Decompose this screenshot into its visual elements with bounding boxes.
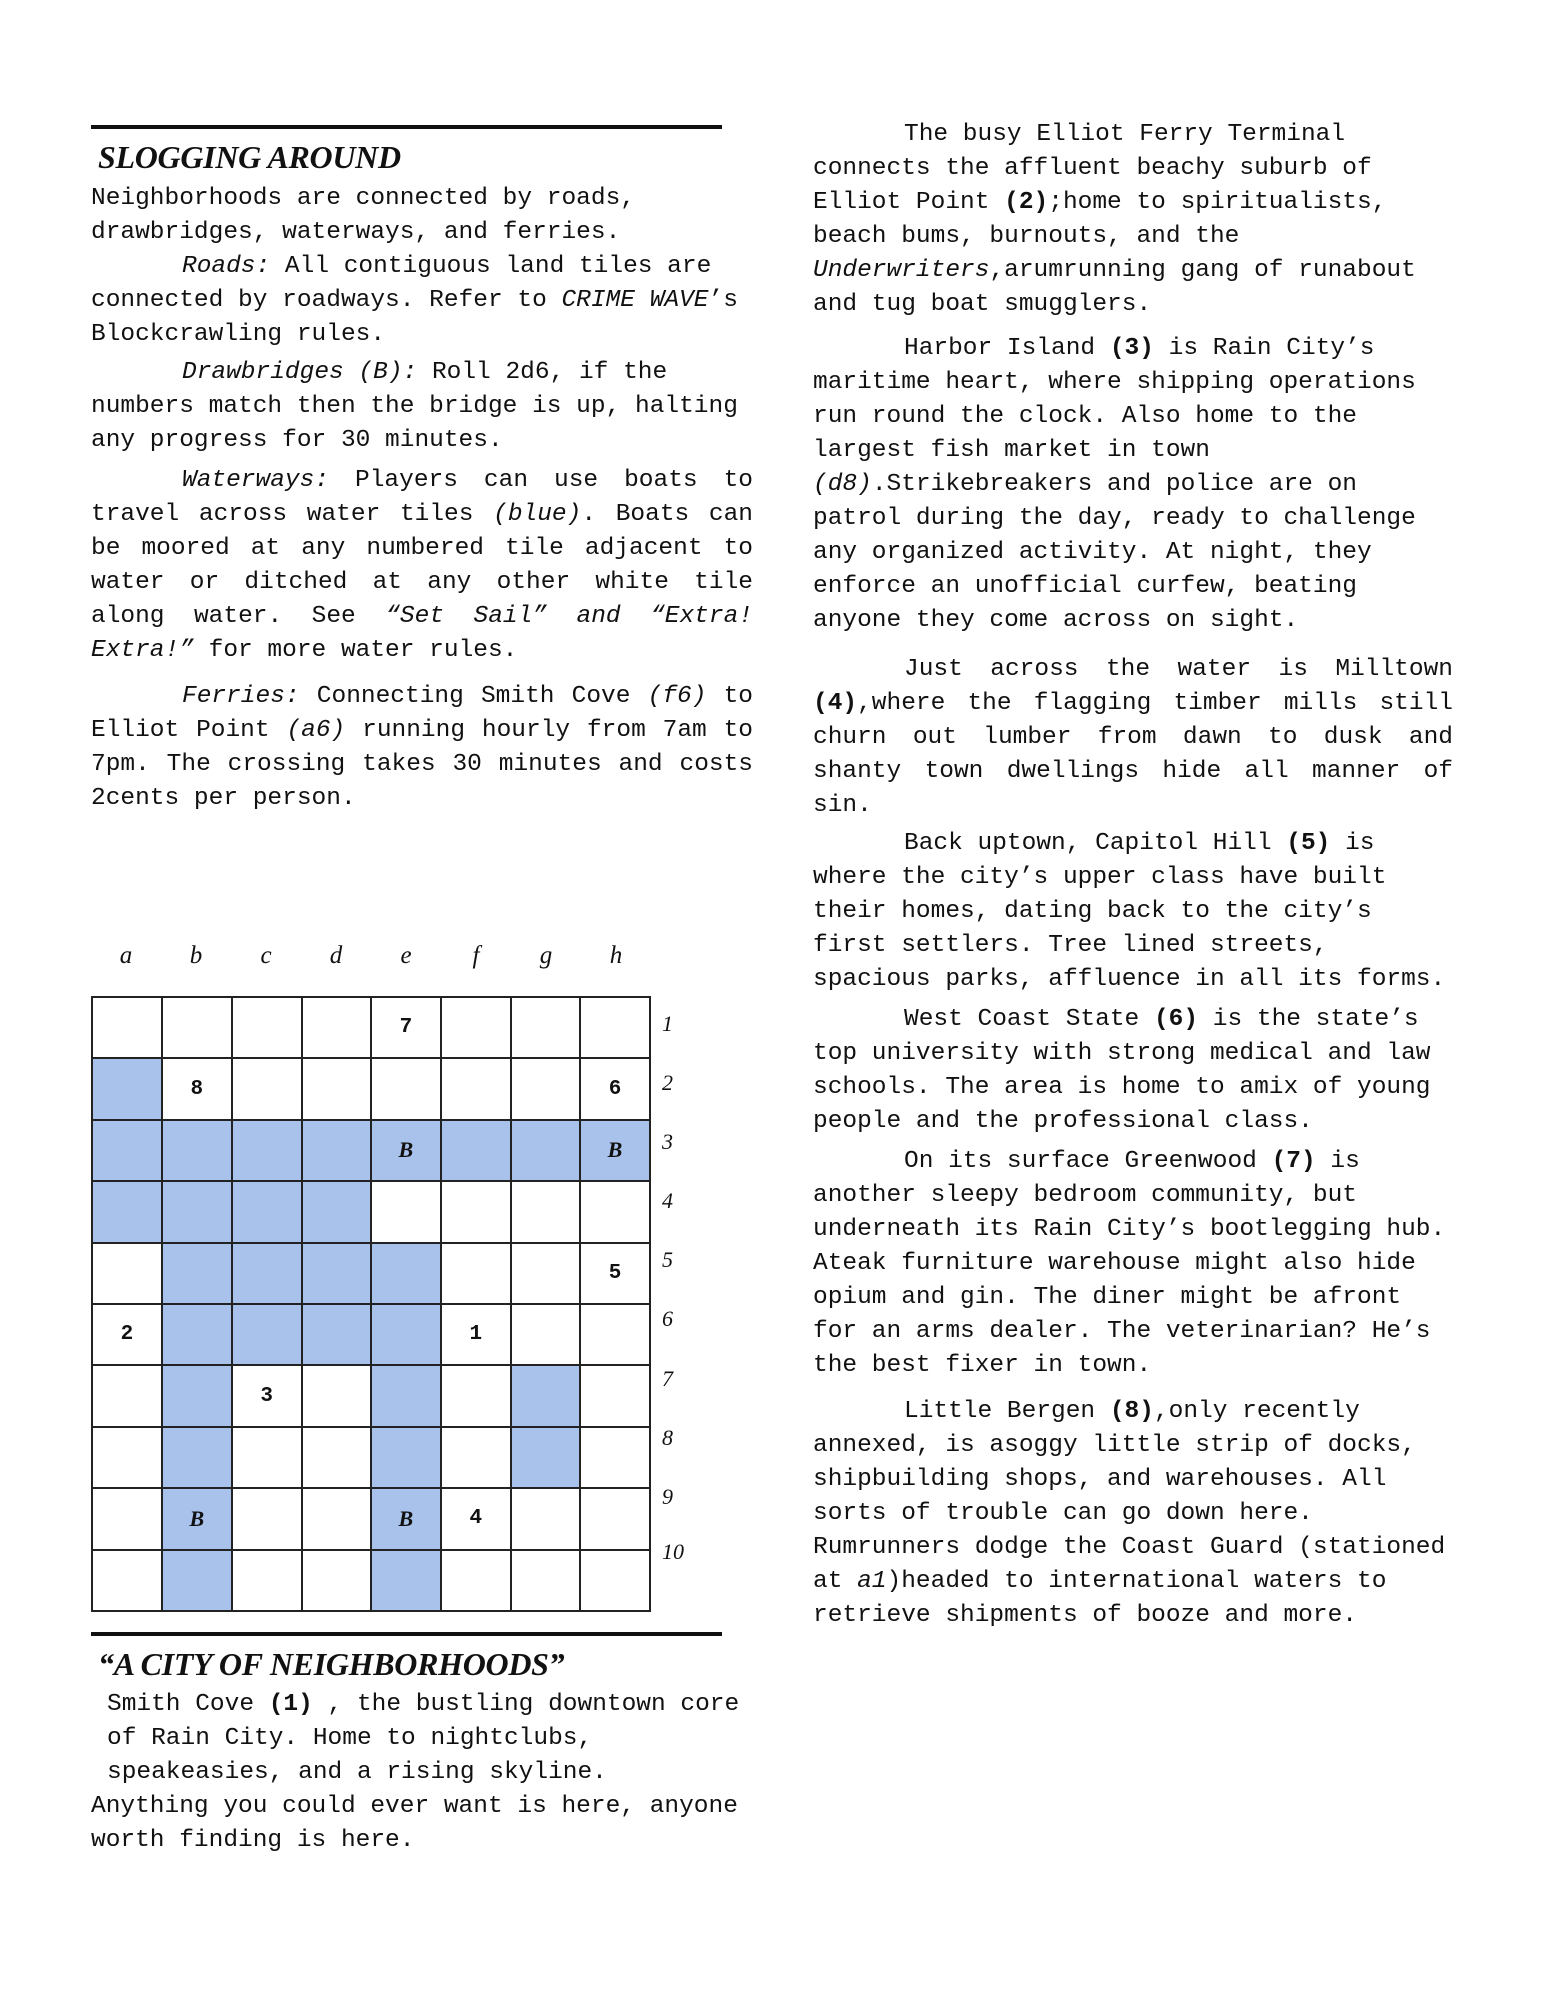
elliot-text-2: ;home to spiritualists, beach bums, burnouts, and the [813,189,1387,250]
neighborhood-tile: 2 [92,1304,162,1365]
row-label: 6 [662,1306,673,1331]
land-tile [92,1488,162,1549]
land-tile [92,1243,162,1304]
land-tile [511,1488,580,1549]
capitol-text: Back uptown, Capitol Hill [904,830,1287,857]
neighborhood-tile: 5 [580,1243,650,1304]
land-tile [302,1488,371,1549]
water-tile [441,1120,511,1181]
water-tile [511,1120,580,1181]
land-tile [441,1058,511,1119]
a1-ref: a1 [857,1568,887,1595]
bergen-text-2: ,only recently annexed, is asoggy little strip of docks, shipbuilding shops, and warehouses. All sorts of trouble can go down here. Rumrunners dodge the Coast Guard (stationed at [813,1398,1446,1595]
water-tile [371,1243,441,1304]
water-tile [371,1427,441,1488]
water-tile [162,1120,232,1181]
land-tile [580,1427,650,1488]
water-tile [232,1120,302,1181]
blue-note: (blue) [493,501,582,528]
column-label: g [539,942,553,969]
water-tile [162,1304,232,1365]
set-sail-ref: “Set Sail” [385,603,548,630]
ferries-text-2: to Elliot Point [91,683,754,744]
land-tile [441,1427,511,1488]
land-tile [92,997,162,1058]
smith-cove-text: Smith Cove [107,1691,269,1718]
water-tile [232,1304,302,1365]
bergen-text-3: )headed to international waters to retrieve shipments of booze and more. [813,1568,1387,1629]
land-tile [92,1550,162,1611]
drawbridge-tile: B [371,1120,441,1181]
water-tile [92,1120,162,1181]
land-tile [580,1181,650,1242]
waterways-label: Waterways: [182,467,330,494]
map-row [92,1304,650,1365]
harbor-island-paragraph [813,332,1453,638]
capitol-text-2: is where the city’s upper class have built their homes, dating back to the city’s first settlers. Tree lined streets, spacious parks, affluence in all its forms. [813,830,1446,993]
water-tile [371,1365,441,1426]
land-tile [302,1058,371,1119]
wcs-text: West Coast State [904,1006,1154,1033]
and-word: and [547,603,651,630]
number-5: (5) [1286,830,1331,857]
land-tile [511,1243,580,1304]
map-row-labels [662,996,702,1590]
milltown-paragraph [813,653,1453,823]
water-tile [232,1181,302,1242]
capitol-hill-paragraph [813,827,1453,997]
section-rule-top [91,125,722,129]
drawbridge-tile: B [162,1488,232,1549]
water-tile [162,1427,232,1488]
map-row [92,1550,650,1611]
harbor-text: Harbor Island [904,335,1110,362]
roads-paragraph [91,250,753,352]
slogging-text [91,182,753,816]
land-tile [580,1488,650,1549]
drawbridge-tile: B [580,1120,650,1181]
land-tile [232,1550,302,1611]
land-tile [580,1365,650,1426]
elliot-text-3: ,arumrunning gang of runabout and tug boat smugglers. [813,257,1416,318]
row-label: 4 [662,1188,673,1213]
drawbridges-label: Drawbridges (B): [182,359,418,386]
d8-ref: (d8) [813,471,872,498]
number-4: (4) [813,690,858,717]
land-tile [232,997,302,1058]
row-label: 8 [662,1425,673,1450]
neighborhood-tile: 1 [441,1304,511,1365]
column-label: f [472,942,480,969]
land-tile [580,1304,650,1365]
section-heading-neighborhoods: “A CITY OF NEIGHBORHOODS” [98,1646,565,1682]
water-tile [302,1181,371,1242]
neighborhood-tile: 4 [441,1488,511,1549]
number-6: (6) [1153,1006,1199,1033]
land-tile [371,1181,441,1242]
f6-ref: (f6) [647,683,707,710]
milltown-text: Just across the water is Milltown [904,656,1453,683]
column-label: a [119,942,133,969]
land-tile [371,1058,441,1119]
ferries-label: Ferries: [182,683,300,710]
land-tile [441,1181,511,1242]
smith-cove-text-2: , the bustling downtown core of Rain City. Home to nightclubs, speakeasies, and a rising skyline. [107,1691,740,1786]
column-label: e [400,942,412,969]
row-label: 1 [662,1011,673,1036]
ferries-text: Connecting Smith Cove [299,683,648,710]
land-tile [302,1550,371,1611]
wcs-text-2: is the state’s top university with strong medical and law schools. The area is home to amix of young people and the professional class. [813,1006,1431,1135]
land-tile [232,1427,302,1488]
land-tile [232,1058,302,1119]
roads-label: Roads: [182,253,271,280]
land-tile [511,1550,580,1611]
city-map-grid [91,996,651,1612]
land-tile [441,1365,511,1426]
drawbridges-text: Roll 2d6, if the numbers match then the bridge is up, halting any progress for 30 minutes. [91,359,738,454]
water-tile [162,1365,232,1426]
drawbridges-paragraph [91,356,753,458]
underwriters: Underwriters [813,257,990,284]
water-tile [511,1365,580,1426]
section-rule-bottom [91,1632,722,1636]
number-2: (2) [1004,189,1049,216]
row-label: 9 [662,1484,673,1509]
water-tile [302,1304,371,1365]
land-tile [441,997,511,1058]
land-tile [511,997,580,1058]
section-heading-slogging: SLOGGING AROUND [98,139,401,175]
smith-cove-paragraph [91,1688,751,1790]
water-tile [92,1058,162,1119]
greenwood-text: On its surface Greenwood [904,1148,1272,1175]
land-tile [511,1181,580,1242]
water-tile [162,1181,232,1242]
land-tile [511,1304,580,1365]
land-tile [302,997,371,1058]
land-tile [302,1427,371,1488]
west-coast-state-paragraph [813,1003,1453,1139]
water-tile [92,1181,162,1242]
waterways-text-3: for more water rules. [193,637,518,664]
roads-text-2: ’s Blockcrawling rules. [91,287,738,348]
map-row [92,1365,650,1426]
water-tile [302,1243,371,1304]
map-row [92,1488,650,1549]
harbor-text-3: .Strikebreakers and police are on patrol during the day, ready to challenge any organized activity. At night, they enforce an unofficial curfew, beating anyone they come across on sight. [813,471,1416,634]
neighborhood-descriptions [813,118,1453,1633]
water-tile [511,1427,580,1488]
row-label: 2 [662,1070,673,1095]
land-tile [232,1488,302,1549]
number-8: (8) [1109,1398,1154,1425]
water-tile [162,1243,232,1304]
number-1: (1) [268,1691,313,1718]
map-row [92,1427,650,1488]
neighborhood-tile: 7 [371,997,441,1058]
land-tile [580,1550,650,1611]
crime-wave-title: CRIME WAVE [561,287,709,314]
map-row [92,1120,650,1181]
land-tile [92,1427,162,1488]
map-row [92,1058,650,1119]
milltown-text-2: ,where the flagging timber mills still churn out lumber from dawn to dusk and shanty town dwellings hide all manner of sin. [813,690,1453,819]
waterways-paragraph [91,464,753,668]
map-column-labels [91,942,651,982]
waterways-text: Players can use boats to travel across water tiles [91,467,753,528]
extra-ref: “Extra! Extra!” [91,603,753,664]
map-row [92,1181,650,1242]
row-label: 7 [662,1366,673,1391]
neighborhood-tile: 8 [162,1058,232,1119]
column-label: h [609,942,623,969]
neighborhood-tile: 3 [232,1365,302,1426]
greenwood-text-2: is another sleepy bedroom community, but underneath its Rain City’s bootlegging hub. Ateak furniture warehouse might also hide opium and gin. The diner might be afront for an arms dealer. The veterinarian? He’s the best fixer in town. [813,1148,1446,1379]
row-label: 10 [662,1539,684,1564]
little-bergen-paragraph [813,1395,1453,1633]
water-tile [232,1243,302,1304]
ferries-paragraph [91,680,753,816]
elliot-text: The busy Elliot Ferry Terminal connects the affluent beachy suburb of Elliot Point [813,121,1372,216]
land-tile [441,1550,511,1611]
land-tile [580,997,650,1058]
intro-paragraph: Neighborhoods are connected by roads, drawbridges, waterways, and ferries. [91,185,635,246]
water-tile [302,1120,371,1181]
column-label: d [329,942,343,969]
column-label: b [189,942,203,969]
roads-text: All contiguous land tiles are connected by roadways. Refer to [91,253,712,314]
a6-ref: (a6) [286,717,346,744]
water-tile [371,1550,441,1611]
land-tile [441,1243,511,1304]
drawbridge-tile: B [371,1488,441,1549]
smith-cove-paragraph-2: Anything you could ever want is here, anyone worth finding is here. [91,1793,738,1854]
land-tile [92,1365,162,1426]
water-tile [371,1304,441,1365]
ferries-text-3: running hourly from 7am to 7pm. The crossing takes 30 minutes and costs 2cents per person. [91,717,754,812]
bergen-text: Little Bergen [904,1398,1110,1425]
number-3: (3) [1109,335,1154,362]
column-label: c [260,942,272,969]
row-label: 3 [662,1129,673,1154]
elliot-point-paragraph [813,118,1453,322]
land-tile [162,997,232,1058]
neighborhoods-text [91,1688,751,1858]
map-row [92,1243,650,1304]
map-row [92,997,650,1058]
water-tile [162,1550,232,1611]
number-7: (7) [1271,1148,1316,1175]
greenwood-paragraph [813,1145,1453,1383]
row-label: 5 [662,1247,673,1272]
harbor-text-2: is Rain City’s maritime heart, where shipping operations run round the clock. Also home to the largest fish market in town [813,335,1416,464]
land-tile [302,1365,371,1426]
neighborhood-tile: 6 [580,1058,650,1119]
waterways-text-2: . Boats can be moored at any numbered tile adjacent to water or ditched at any other white tile along water. See [91,501,753,630]
land-tile [511,1058,580,1119]
